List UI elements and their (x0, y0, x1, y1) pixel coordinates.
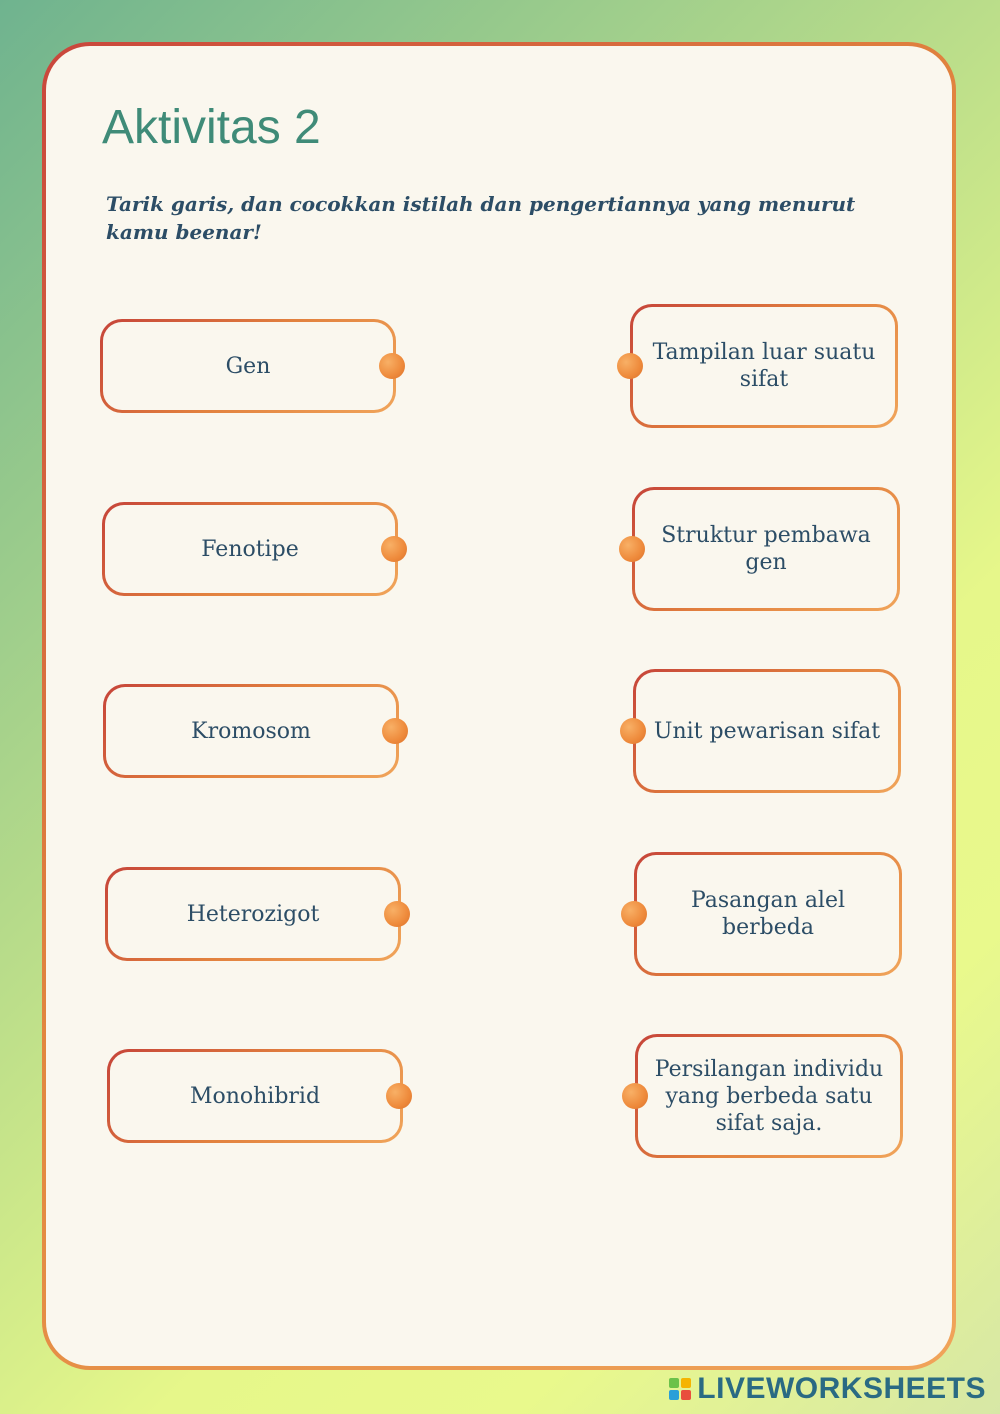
term-connector-dot-fenotipe[interactable] (381, 536, 407, 562)
definition-box-unit (633, 669, 901, 793)
term-label: Gen (103, 322, 393, 410)
term-connector-dot-kromosom[interactable] (382, 718, 408, 744)
definition-connector-dot-tampilan[interactable] (617, 353, 643, 379)
term-box-heterozigot (105, 867, 401, 961)
worksheet-panel (46, 46, 952, 1366)
definition-connector-dot-pasangan[interactable] (621, 901, 647, 927)
term-connector-dot-heterozigot[interactable] (384, 901, 410, 927)
term-label: Fenotipe (105, 505, 395, 593)
term-connector-dot-gen[interactable] (379, 353, 405, 379)
definition-connector-dot-struktur[interactable] (619, 536, 645, 562)
definition-label: Unit pewarisan sifat (636, 672, 898, 790)
definition-box-tampilan (630, 304, 898, 428)
page-title: Aktivitas 2 (102, 101, 321, 154)
definition-label: Tampilan luar suatu sifat (633, 307, 895, 425)
definition-label: Pasangan alel berbeda (637, 855, 899, 973)
term-box-monohibrid (107, 1049, 403, 1143)
liveworksheets-watermark[interactable] (669, 1372, 986, 1406)
definition-box-struktur (632, 487, 900, 611)
definition-connector-dot-persilangan[interactable] (622, 1083, 648, 1109)
definition-box-persilangan (635, 1034, 903, 1158)
term-box-fenotipe (102, 502, 398, 596)
definition-label: Struktur pembawa gen (635, 490, 897, 608)
term-box-kromosom (103, 684, 399, 778)
term-label: Kromosom (106, 687, 396, 775)
term-label: Heterozigot (108, 870, 398, 958)
term-box-gen (100, 319, 396, 413)
instructions-text: Tarik garis, dan cocokkan istilah dan pengertiannya yang menurut kamu beenar! (106, 192, 856, 244)
liveworksheets-logo-icon (669, 1378, 691, 1400)
definition-label: Persilangan individu yang berbeda satu sifat saja. (638, 1037, 900, 1155)
watermark-text: LIVEWORKSHEETS (697, 1372, 986, 1405)
definition-connector-dot-unit[interactable] (620, 718, 646, 744)
term-connector-dot-monohibrid[interactable] (386, 1083, 412, 1109)
definition-box-pasangan (634, 852, 902, 976)
worksheet-card (42, 42, 956, 1370)
term-label: Monohibrid (110, 1052, 400, 1140)
